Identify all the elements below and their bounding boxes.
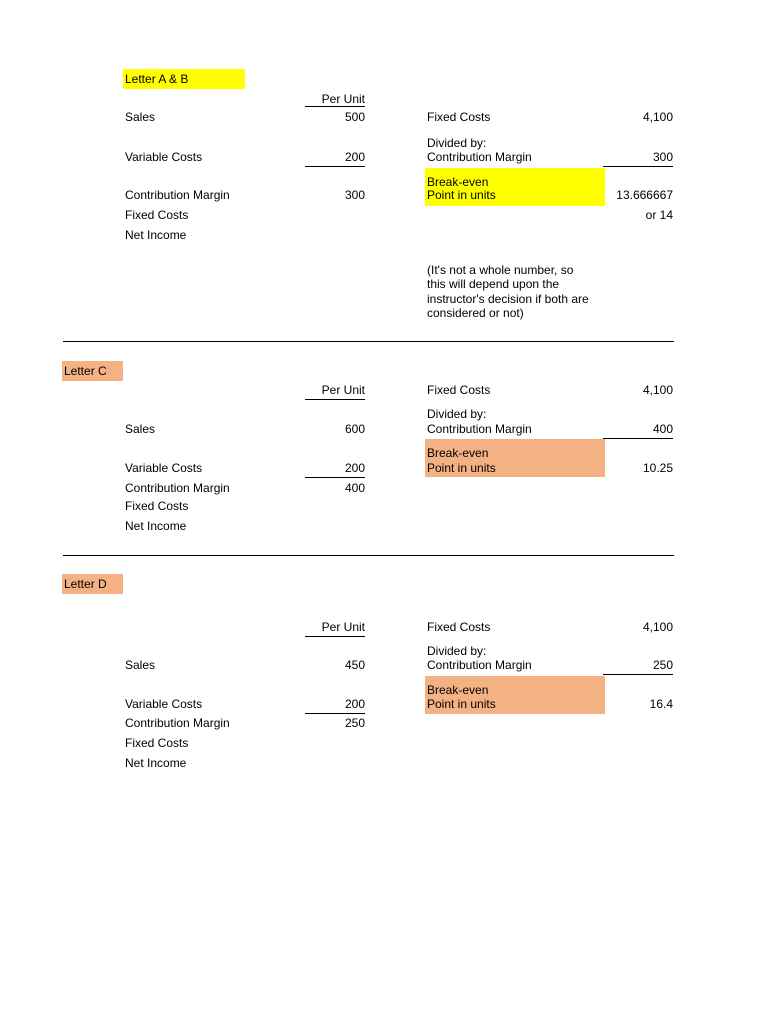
section-d-right-fixed-costs-value: 4,100 <box>642 620 673 634</box>
section-ab-net-income-label: Net Income <box>125 228 187 242</box>
section-ab-contribution-margin-value: 300 <box>344 188 365 202</box>
section-d-break-even-line1: Break-even <box>427 683 489 697</box>
section-ab-per-unit-header: Per Unit <box>305 92 365 107</box>
section-c-sales-label: Sales <box>125 422 156 436</box>
section-d-fixed-costs-label: Fixed Costs <box>125 736 189 750</box>
section-d-variable-costs-label: Variable Costs <box>125 697 203 711</box>
section-d-sales-value: 450 <box>344 658 365 672</box>
section-c-contribution-margin-label: Contribution Margin <box>125 481 230 495</box>
section-d-title: Letter D <box>64 577 107 591</box>
section-d-net-income-label: Net Income <box>125 756 187 770</box>
section-c-right-cm-value: 400 <box>603 422 673 439</box>
section-ab-right-fixed-costs-label: Fixed Costs <box>427 110 491 124</box>
section-ab-sales-label: Sales <box>125 110 156 124</box>
section-ab-fixed-costs-label: Fixed Costs <box>125 208 189 222</box>
section-c-contribution-margin-value: 400 <box>344 481 365 495</box>
section-c-per-unit-header: Per Unit <box>305 383 365 400</box>
section-ab-break-even-line2: Point in units <box>427 188 496 202</box>
section-d-sales-label: Sales <box>125 658 156 672</box>
section-ab-divided-by: Divided by: <box>427 136 487 150</box>
section-ab-right-fixed-costs-value: 4,100 <box>642 110 673 124</box>
section-ab-note-line2: this will depend upon the <box>427 277 560 291</box>
section-c-break-even-line1: Break-even <box>427 446 489 460</box>
section-ab-note-line3: instructor's decision if both are <box>427 292 589 306</box>
section-d-contribution-margin-label: Contribution Margin <box>125 716 230 730</box>
section-ab-variable-costs-label: Variable Costs <box>125 150 203 164</box>
section-d-break-even-line2: Point in units <box>427 697 496 711</box>
section-c-divided-by: Divided by: <box>427 407 487 421</box>
section-c-variable-costs-value: 200 <box>305 461 365 478</box>
section-d-right-cm-value: 250 <box>603 658 673 675</box>
divider-1 <box>63 341 674 342</box>
section-ab-sales-value: 500 <box>344 110 365 124</box>
section-ab-break-even-line1: Break-even <box>427 175 489 189</box>
section-ab-variable-costs-value: 200 <box>305 150 365 167</box>
section-c-sales-value: 600 <box>344 422 365 436</box>
section-d-break-even-value: 16.4 <box>649 697 673 711</box>
section-c-right-cm-label: Contribution Margin <box>427 422 532 436</box>
section-c-break-even-line2: Point in units <box>427 461 496 475</box>
section-c-net-income-label: Net Income <box>125 519 187 533</box>
section-d-divided-by: Divided by: <box>427 644 487 658</box>
section-ab-note-line4: considered or not) <box>427 306 524 320</box>
section-c-fixed-costs-label: Fixed Costs <box>125 499 189 513</box>
section-ab-right-cm-value: 300 <box>603 150 673 167</box>
divider-2 <box>63 555 674 556</box>
section-d-contribution-margin-value: 250 <box>344 716 365 730</box>
section-ab-title: Letter A & B <box>125 72 189 86</box>
section-ab-break-even-value: 13.666667 <box>616 188 673 202</box>
section-c-variable-costs-label: Variable Costs <box>125 461 203 475</box>
section-d-per-unit-header: Per Unit <box>305 620 365 637</box>
section-d-variable-costs-value: 200 <box>305 697 365 714</box>
section-ab-contribution-margin-label: Contribution Margin <box>125 188 230 202</box>
section-d-right-fixed-costs-label: Fixed Costs <box>427 620 491 634</box>
section-c-right-fixed-costs-label: Fixed Costs <box>427 383 491 397</box>
section-ab-break-even-alt: or 14 <box>645 208 673 222</box>
section-c-title: Letter C <box>64 364 107 378</box>
section-c-break-even-value: 10.25 <box>642 461 673 475</box>
section-ab-note-line1: (It's not a whole number, so <box>427 263 574 277</box>
section-c-right-fixed-costs-value: 4,100 <box>642 383 673 397</box>
section-ab-right-cm-label: Contribution Margin <box>427 150 532 164</box>
section-d-right-cm-label: Contribution Margin <box>427 658 532 672</box>
